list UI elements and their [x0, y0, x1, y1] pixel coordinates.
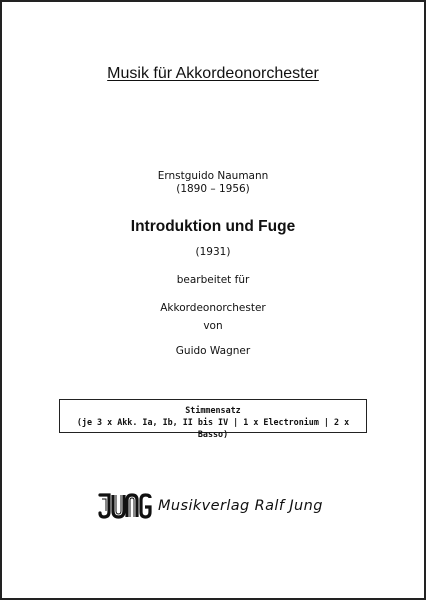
- parts-heading: Stimmensatz: [185, 405, 241, 415]
- work-title: Introduktion und Fuge: [130, 218, 296, 235]
- work-year: (1931): [195, 246, 231, 258]
- publisher-block: [98, 490, 338, 522]
- composer-dates: (1890 – 1956): [176, 183, 250, 195]
- by-label: von: [203, 320, 223, 332]
- publisher-name: Musikverlag Ralf Jung: [158, 498, 323, 514]
- ensemble-name: Akkordeonorchester: [160, 302, 266, 314]
- arranged-for-label: bearbeitet für: [176, 274, 250, 286]
- composer-name: Ernstguido Naumann: [157, 170, 269, 182]
- parts-box: [59, 399, 367, 439]
- jung-logo-icon: [98, 492, 152, 520]
- series-title: Musik für Akkordeonorchester: [107, 65, 319, 82]
- arranger-name: Guido Wagner: [175, 345, 251, 357]
- parts-details: (je 3 x Akk. Ia, Ib, II bis IV | 1 x Electronium | 2 x Basso): [76, 417, 350, 439]
